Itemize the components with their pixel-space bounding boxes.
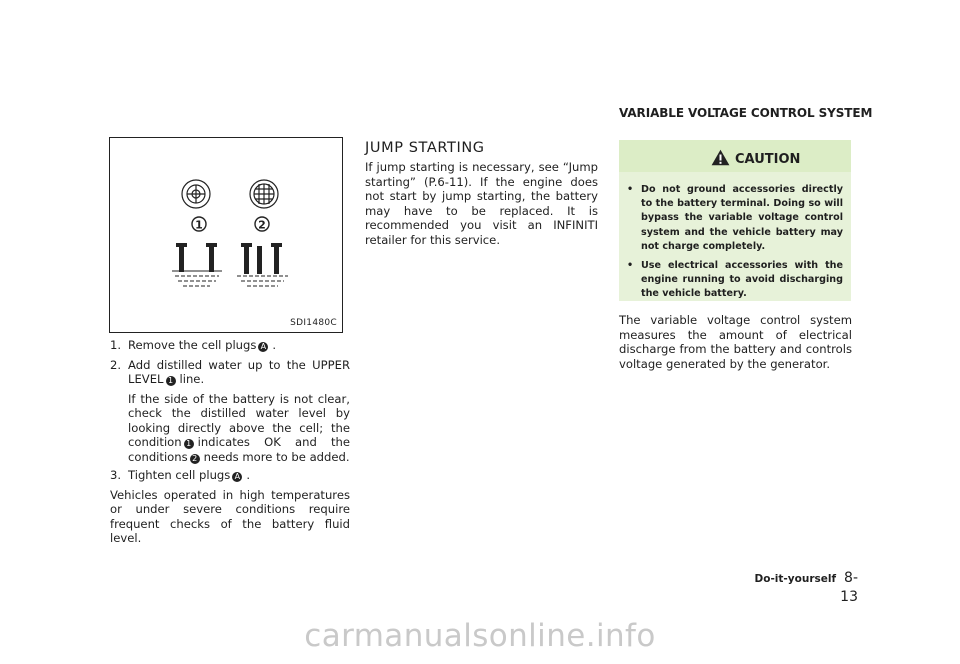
- caution-item: • Do not ground accessories directly to the battery terminal. Doing so will bypass the variable voltage control system and the vehicle battery may not charge completely.: [627, 183, 843, 254]
- marker-1: [192, 217, 206, 232]
- step-number: 1.: [110, 338, 122, 352]
- figure-id: SDI1480C: [290, 318, 337, 328]
- bullet: •: [627, 260, 634, 272]
- step-text: Remove the cell plugs: [128, 338, 257, 352]
- marker-2: [255, 217, 269, 232]
- vvcs-body: The variable voltage control system measures the amount of electrical discharge from the battery and controls voltage generated by the generator.: [619, 313, 852, 371]
- callout-1: 1: [166, 376, 176, 386]
- callout-a: A: [258, 342, 268, 352]
- battery-cell-figure: [109, 137, 343, 333]
- jump-starting-body: If jump starting is necessary, see “Jump starting” (P.6-11). If the engine does not start by jump starting, the battery may have to be replaced. It is recommended you visit an INFINITI retailer for this service.: [365, 160, 598, 247]
- step-2-detail: If the side of the battery is not clear, check the distilled water level by looking directly above the cell; the condition 1 indicates OK and the conditions 2 needs more to be added.: [128, 391, 350, 464]
- cell-plug-2: [250, 180, 278, 208]
- svg-text:1: 1: [195, 218, 203, 232]
- step-number: 3.: [110, 468, 122, 482]
- battery-cell-illustration: [110, 138, 342, 332]
- jump-starting-heading: JUMP STARTING: [365, 140, 485, 156]
- step-1: 1. Remove the cell plugs A .: [110, 338, 277, 352]
- bullet: •: [627, 184, 634, 195]
- page-footer: [748, 567, 858, 605]
- step-text: Tighten cell plugs: [128, 468, 231, 482]
- caution-box: [619, 140, 851, 301]
- caution-item: • Use electrical accessories with the engine running to avoid discharging the vehicle battery.: [627, 259, 843, 302]
- fluid-check-paragraph: Vehicles operated in high temperatures or under severe conditions require frequent checks of the battery fluid level.: [110, 487, 350, 545]
- caution-list: [627, 183, 843, 307]
- step-3: 3. Tighten cell plugs A .: [110, 468, 251, 482]
- caution-label: CAUTION: [735, 152, 801, 167]
- step-number: 2.: [110, 357, 122, 372]
- vvcs-heading: VARIABLE VOLTAGE CONTROL SYSTEM: [619, 106, 873, 120]
- page-number: 8-13: [840, 570, 858, 605]
- cell-2-level: [237, 243, 288, 286]
- watermark: carmanualsonline.info: [304, 618, 656, 654]
- cell-1-level: [172, 243, 222, 286]
- warning-icon: [711, 149, 730, 166]
- left-column: [110, 338, 350, 546]
- svg-text:2: 2: [258, 218, 266, 232]
- step-text: Add distilled water up to the UPPER LEVEL: [128, 357, 350, 386]
- footer-section: Do-it-yourself: [754, 573, 837, 585]
- callout-1: 1: [184, 439, 194, 449]
- cell-plug-1: [182, 180, 210, 208]
- callout-a: A: [232, 472, 242, 482]
- step-2: 2. Add distilled water up to the UPPER LEVEL 1 line.: [110, 357, 350, 386]
- callout-2: 2: [190, 454, 200, 464]
